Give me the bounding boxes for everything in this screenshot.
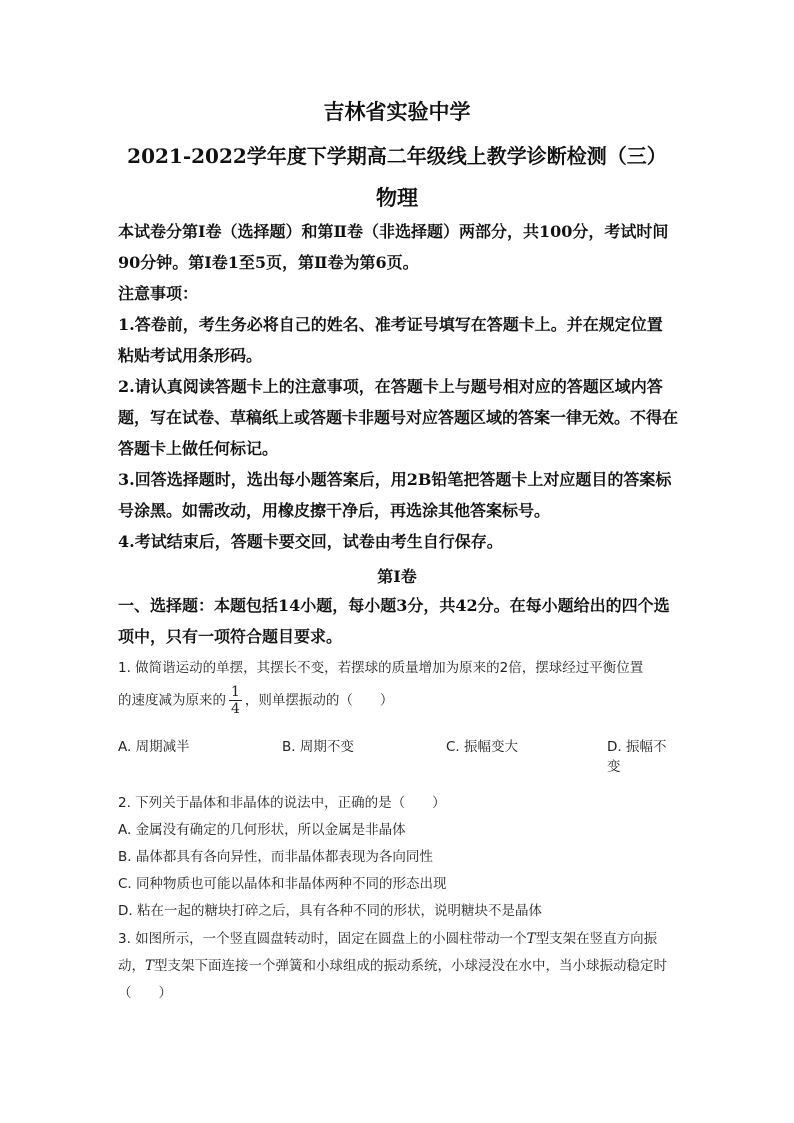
notice-item-1: 1.答卷前，考生务必将自己的姓名、准考证号填写在答题卡上。并在规定位置粘贴考试用条形码。 bbox=[118, 315, 663, 365]
section-heading: 一、选择题：本题包括14小题，每小题3分，共42分。在每小题给出的四个选项中，只有一项符合题目要求。 bbox=[118, 596, 670, 646]
notice-item-4: 4.考试结束后，答题卡要交回，试卷由考生自行保存。 bbox=[118, 532, 503, 551]
question-2-option-d: D. 粘在一起的糖块打碎之后，具有各种不同的形状，说明糖块不是晶体 bbox=[118, 903, 542, 919]
exam-title: 2021-2022学年度下学期高二年级线上教学诊断检测（三） bbox=[127, 144, 667, 168]
question-3-stem bbox=[118, 926, 678, 1007]
notice-item-2: 2.请认真阅读答题卡上的注意事项，在答题卡上与题号相对应的答题区域内答题，写在试卷、草稿纸上或答题卡非题号对应答题区域的答案一律无效。不得在答题卡上做任何标记。 bbox=[118, 377, 679, 458]
question-1-stem-line2 bbox=[118, 684, 678, 717]
question-1-option-d-text: D. 振幅不变 bbox=[607, 739, 667, 775]
question-1-option-a: A. 周期减半 bbox=[118, 739, 190, 755]
notice-heading: 注意事项： bbox=[118, 284, 199, 303]
question-2-stem: 2. 下列关于晶体和非晶体的说法中，正确的是（ ） bbox=[118, 795, 446, 811]
question-1-option-d bbox=[607, 735, 677, 775]
instructions-block bbox=[118, 216, 678, 557]
question-3-part2: 型支架在竖直方向振动， bbox=[118, 931, 658, 974]
question-3-t-symbol-1: T bbox=[526, 931, 536, 947]
exam-intro: 本试卷分第Ⅰ卷（选择题）和第Ⅱ卷（非选择题）两部分，共100分，考试时间90分钟。第Ⅰ卷1至5页，第Ⅱ卷为第6页。 bbox=[118, 222, 669, 272]
question-2 bbox=[118, 790, 678, 925]
question-1-stem-line1: 1. 做简谐运动的单摆，其摆长不变，若摆球的质量增加为原来的2倍，摆球经过平衡位置 bbox=[118, 660, 644, 676]
question-1-stem-after: ，则单摆振动的（ ） bbox=[244, 692, 394, 709]
question-1 bbox=[118, 656, 678, 717]
notice-item-3: 3.回答选择题时，选出每小题答案后，用2B铅笔把答题卡上对应题目的答案标号涂黑。如需改动，用橡皮擦干净后，再选涂其他答案标号。 bbox=[118, 470, 672, 520]
fraction-numerator: 1 bbox=[231, 684, 240, 700]
question-1-option-b: B. 周期不变 bbox=[282, 739, 354, 755]
question-1-stem-before: 的速度减为原来的 bbox=[118, 692, 226, 709]
subject-title: 物理 bbox=[376, 185, 418, 210]
question-3-t-symbol-2: T bbox=[145, 958, 155, 974]
question-1-option-c: C. 振幅变大 bbox=[446, 739, 519, 755]
question-2-option-a: A. 金属没有确定的几何形状，所以金属是非晶体 bbox=[118, 822, 406, 838]
question-2-option-b: B. 晶体都具有各向异性，而非晶体都表现为各向同性 bbox=[118, 849, 433, 865]
question-3-part3: 型支架下面连接一个弹簧和小球组成的振动系统，小球浸没在水中，当小球振动稳定时（ ） bbox=[118, 958, 668, 1001]
question-3-part1: 3. 如图所示，一个竖直圆盘转动时，固定在圆盘上的小圆柱带动一个 bbox=[118, 931, 527, 947]
section-title: 第Ⅰ卷 bbox=[377, 567, 417, 586]
school-name: 吉林省实验中学 bbox=[323, 99, 471, 124]
fraction-one-quarter bbox=[229, 684, 242, 717]
question-3 bbox=[118, 926, 678, 1007]
question-2-option-c: C. 同种物质也可能以晶体和非晶体两种不同的形态出现 bbox=[118, 876, 447, 892]
fraction-denominator: 4 bbox=[231, 701, 240, 717]
